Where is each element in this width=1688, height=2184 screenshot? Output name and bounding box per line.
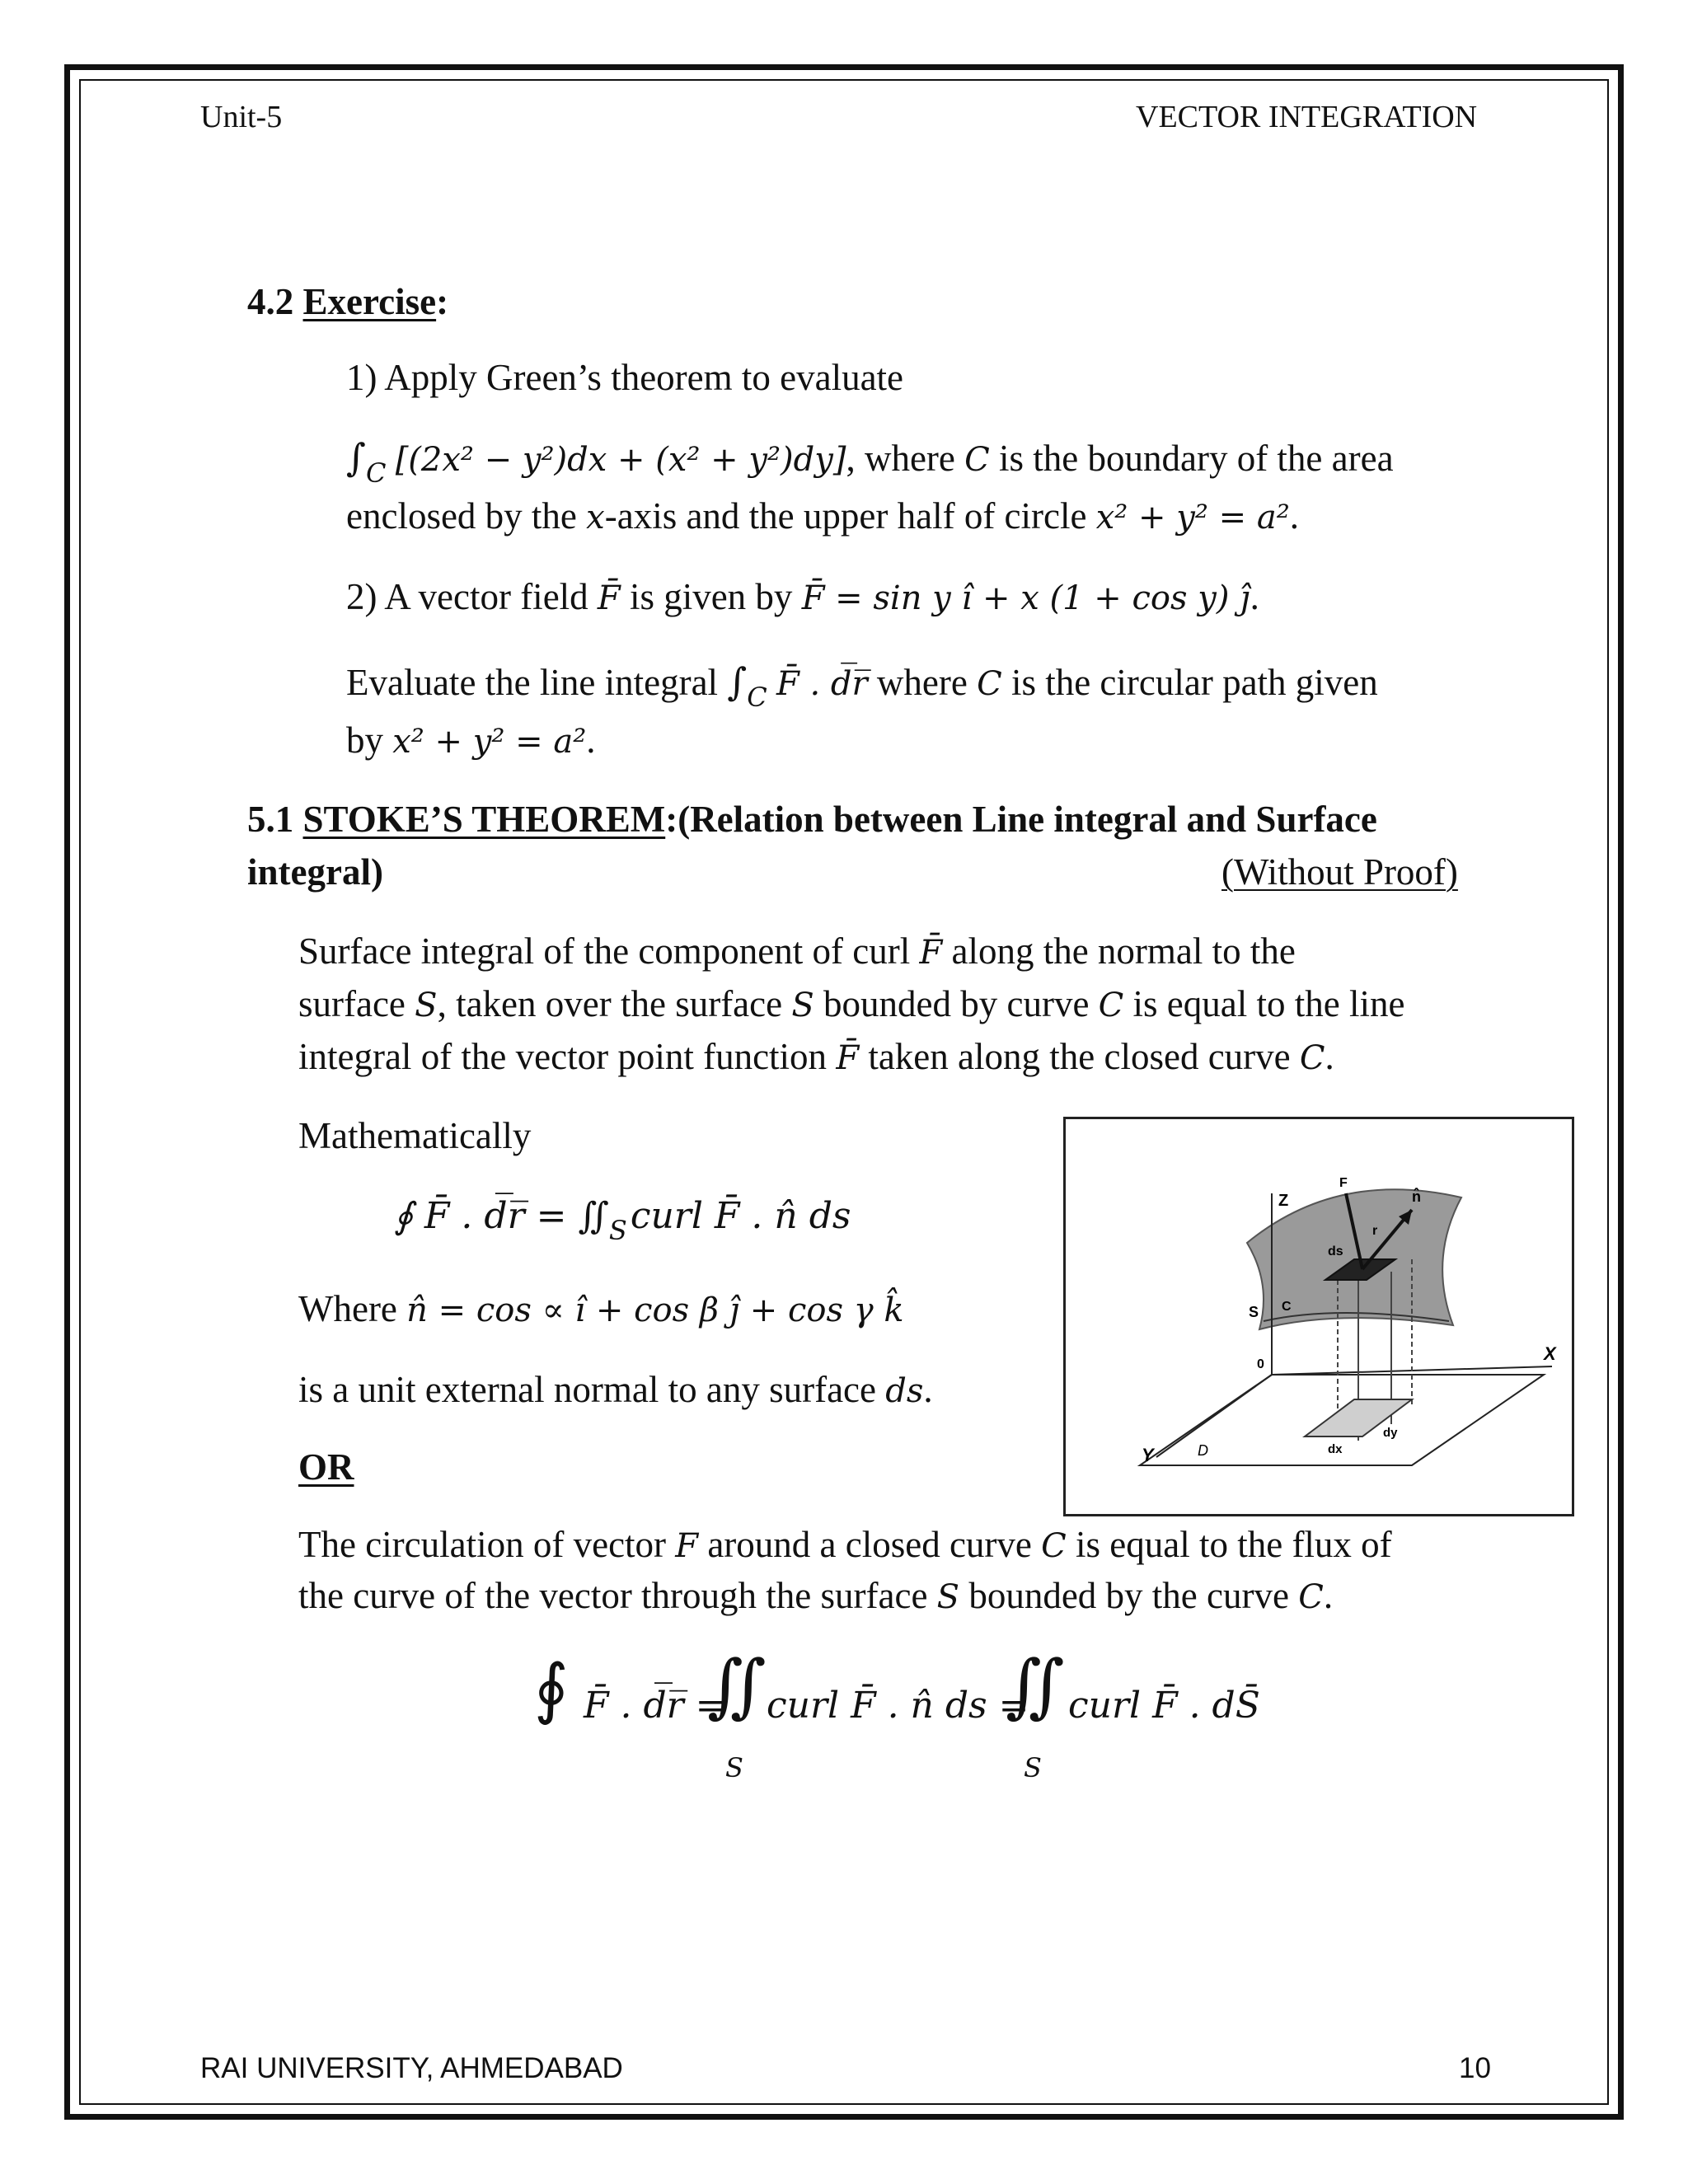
- header-chapter-title: VECTOR INTEGRATION: [1136, 100, 1478, 134]
- normal-definition: [298, 1287, 904, 1330]
- label-y: Y: [1142, 1445, 1154, 1465]
- unit-normal-text: [298, 1368, 933, 1411]
- label-f: F: [1339, 1176, 1348, 1190]
- unit-a: is a unit external normal to any surface: [298, 1369, 886, 1410]
- label-r: r: [1372, 1224, 1378, 1238]
- eq2-double-integral-2: ∬: [1006, 1645, 1065, 1726]
- p1-l2-b: , taken over the surface: [437, 983, 792, 1024]
- q1-where: , where: [846, 438, 965, 479]
- exercise-q1-line1: [346, 435, 1394, 489]
- label-z: Z: [1278, 1192, 1289, 1210]
- stokes-p2-line2: [298, 1574, 1333, 1617]
- q2-field-equation: F̄ = sin y î + x (1 + cos y) ĵ: [801, 579, 1250, 617]
- mathematically-label: Mathematically: [298, 1115, 532, 1156]
- exercise-q2-line3: [346, 719, 596, 762]
- q2-circle-equation: x² + y² = a²: [392, 723, 587, 761]
- or-heading: OR: [298, 1446, 354, 1488]
- p1-l1-a: Surface integral of the component of curl: [298, 930, 920, 972]
- footer-university: RAI UNIVERSITY, AHMEDABAD: [200, 2052, 623, 2084]
- stokes-heading-line1: [247, 798, 1377, 841]
- header-unit: Unit-5: [200, 100, 283, 134]
- p1-l2-c: bounded by curve: [814, 983, 1099, 1024]
- stokes-p1-line2: [298, 982, 1404, 1025]
- p2-l2-S: S: [936, 1578, 960, 1616]
- q1-integrand: [(2x² − y²)dx + (x² + y²)dy]: [395, 441, 846, 479]
- q1-line2-a: enclosed by the: [346, 495, 587, 537]
- eq2-part-a: F̄ . d̅r̅ =: [584, 1685, 726, 1727]
- eq1-right: curl F̄ . n̂ ds: [630, 1195, 851, 1237]
- exercise-heading: [247, 280, 448, 323]
- eq2-sub-2: S: [1024, 1752, 1042, 1783]
- label-dx: dx: [1328, 1442, 1343, 1456]
- label-s: S: [1249, 1304, 1259, 1320]
- p1-l2-d: is equal to the line: [1123, 983, 1405, 1024]
- label-ds: ds: [1328, 1244, 1343, 1258]
- p1-l3-F: F̄: [836, 1039, 860, 1077]
- exercise-colon: :: [436, 281, 449, 322]
- exercise-q1-intro: 1) Apply Green’s theorem to evaluate: [346, 357, 904, 398]
- label-d: D: [1198, 1442, 1208, 1459]
- stokes-p2-line1: [298, 1523, 1392, 1566]
- q2-line3-end: .: [586, 719, 596, 761]
- where-a: Where: [298, 1288, 407, 1329]
- label-x: X: [1544, 1343, 1556, 1364]
- stokes-equation-1: [394, 1195, 851, 1246]
- eq2-sub-1: S: [725, 1752, 743, 1783]
- q2-line2-a: Evaluate the line integral: [346, 662, 728, 703]
- p1-l2-a: surface: [298, 983, 415, 1024]
- y-axis: [1156, 1375, 1272, 1457]
- p2-l2-b: bounded by the curve: [959, 1575, 1299, 1616]
- p2-l2-C: C: [1298, 1578, 1324, 1616]
- q1-rest: is the boundary of the area: [989, 438, 1394, 479]
- q2-line2-C: C: [977, 665, 1002, 703]
- p1-l1-b: along the normal to the: [942, 930, 1296, 972]
- stokes-p1-line1: [298, 930, 1296, 972]
- p1-l3-end: .: [1325, 1036, 1334, 1077]
- unit-ds: ds: [885, 1372, 924, 1410]
- q1-line2-b: -axis and the upper half of circle: [604, 495, 1096, 537]
- normal-equation: n̂ = cos ∝ î + cos β ĵ + cos γ k̂: [406, 1291, 904, 1329]
- q2-line3-a: by: [346, 719, 393, 761]
- p2-l1-F: F: [675, 1527, 699, 1565]
- eq2-part-c: curl F̄ . dS̄: [1068, 1685, 1260, 1727]
- label-n: n̂: [1412, 1188, 1421, 1205]
- exercise-number: 4.2: [247, 281, 294, 322]
- p1-l2-C: C: [1098, 987, 1124, 1024]
- without-proof-note: (Without Proof): [1221, 851, 1458, 893]
- q2-line2-c: is the circular path given: [1001, 662, 1378, 703]
- label-origin: 0: [1257, 1357, 1264, 1371]
- eq1-sub: S: [608, 1215, 627, 1246]
- q2-line-integrand: F̄ . d̅r̅: [776, 665, 868, 703]
- q2-a: 2) A vector field: [346, 576, 598, 617]
- q2-F: F̄: [597, 579, 621, 617]
- q2-end: .: [1250, 576, 1259, 617]
- p2-l1-a: The circulation of vector: [298, 1524, 676, 1565]
- eq2-double-integral-1: ∬: [707, 1645, 767, 1726]
- stokes-p1-line3: [298, 1035, 1334, 1078]
- p1-l3-C: C: [1299, 1039, 1325, 1077]
- p1-l2-S: S: [415, 987, 438, 1024]
- p1-l3-b: taken along the closed curve: [859, 1036, 1300, 1077]
- stokes-heading-line2: integral): [247, 851, 383, 893]
- exercise-q2-line1: [346, 575, 1259, 618]
- exercise-title: Exercise: [302, 281, 437, 322]
- label-dy: dy: [1383, 1426, 1398, 1440]
- p1-l2-S2: S: [791, 987, 814, 1024]
- exercise-q2-line2: [346, 659, 1378, 713]
- stokes-figure: [1063, 1117, 1574, 1516]
- q1-line2-end: .: [1289, 495, 1299, 537]
- p2-l2-a: the curve of the vector through the surface: [298, 1575, 937, 1616]
- q2-integral-symbol: ∫: [727, 659, 748, 704]
- unit-end: .: [923, 1369, 933, 1410]
- eq2-part-b: curl F̄ . n̂ ds =: [767, 1685, 1029, 1727]
- p2-l1-C: C: [1041, 1527, 1067, 1565]
- q2-integral-subscript: C: [747, 682, 767, 713]
- q2-b: is given by: [620, 576, 802, 617]
- p1-l1-F: F̄: [919, 934, 943, 972]
- q2-line2-b: where: [867, 662, 978, 703]
- exercise-q1-line2: [346, 494, 1299, 537]
- stokes-number: 5.1: [247, 799, 294, 840]
- label-c: C: [1282, 1300, 1292, 1314]
- stokes-title: STOKE’S THEOREM: [302, 799, 666, 840]
- p1-l3-a: integral of the vector point function: [298, 1036, 837, 1077]
- footer-page-number: 10: [1459, 2052, 1491, 2084]
- integral-symbol: ∫: [346, 435, 366, 480]
- stokes-subtitle-a: :(Relation between Line integral and Surface: [665, 799, 1377, 840]
- q1-curve-c: C: [964, 441, 990, 479]
- integral-subscript: C: [365, 457, 387, 489]
- p2-l1-c: is equal to the flux of: [1066, 1524, 1392, 1565]
- q1-line2-x: x: [586, 499, 605, 537]
- p2-l2-end: .: [1323, 1575, 1334, 1616]
- stokes-diagram: [1066, 1119, 1572, 1514]
- eq2-contour-integral-symbol: ∮: [534, 1650, 569, 1727]
- q1-circle-equation: x² + y² = a²: [1095, 499, 1290, 537]
- p2-l1-b: around a closed curve: [698, 1524, 1042, 1565]
- eq1-left: ∮ F̄ . d̅r̅ = ∬: [394, 1195, 609, 1237]
